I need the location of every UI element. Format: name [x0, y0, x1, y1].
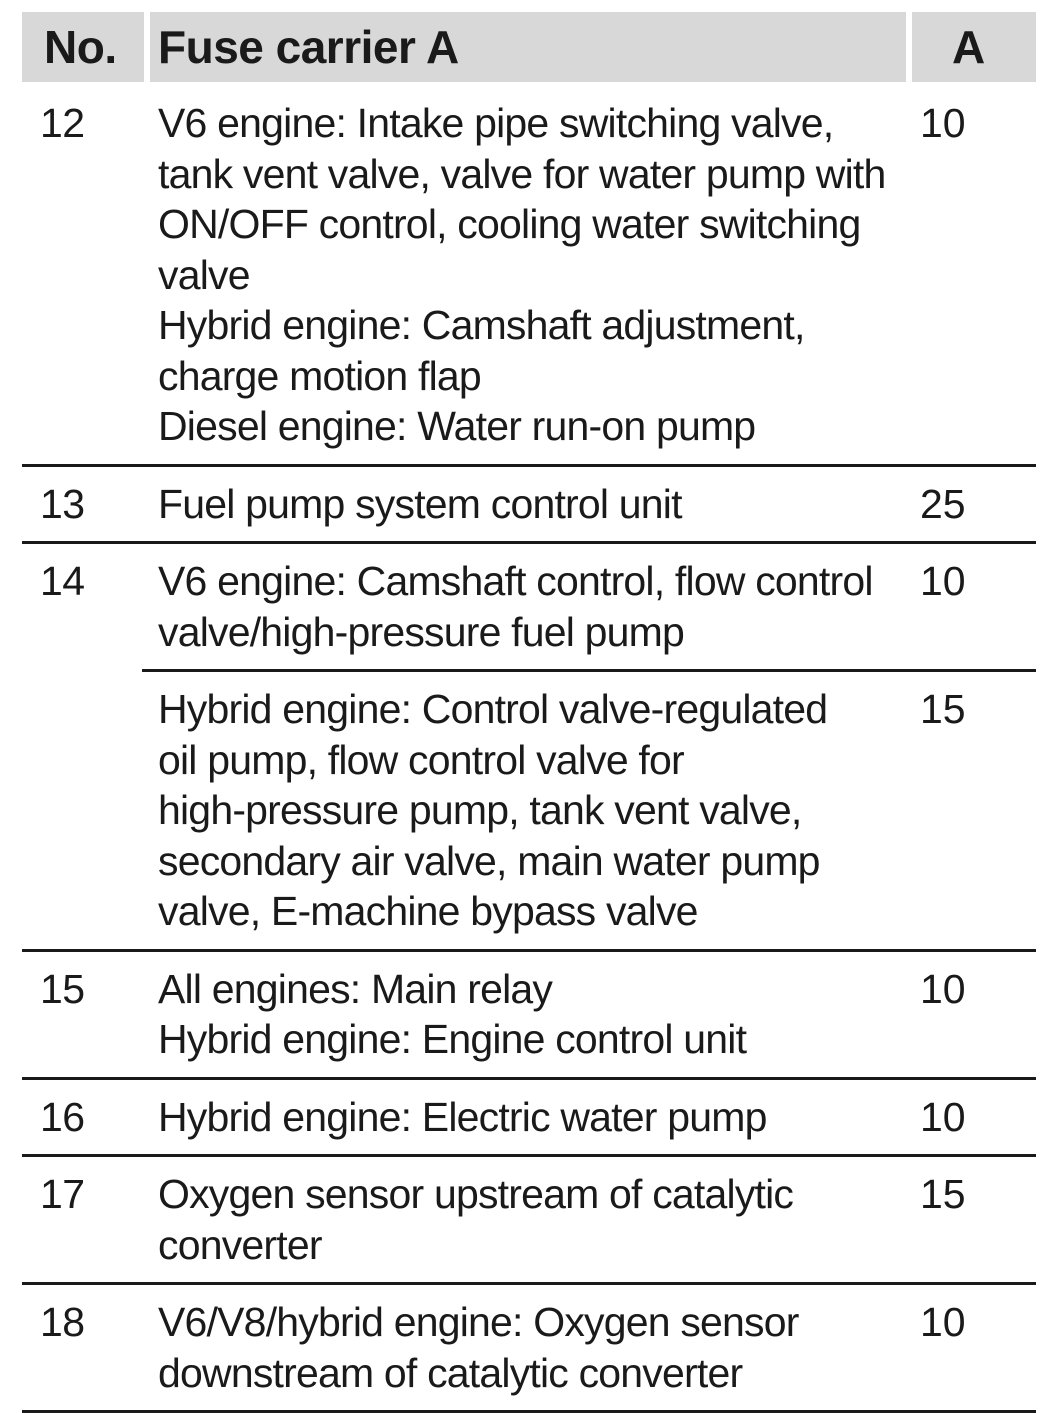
column-header-no: No. [44, 21, 117, 73]
table-row [22, 467, 1036, 545]
table-subrow [142, 544, 1036, 672]
header-divider [144, 12, 150, 82]
fuse-number: 17 [40, 1171, 85, 1217]
fuse-description: V6/V8/hybrid engine: Oxygen sensor downstream of catalytic converter [158, 1299, 799, 1396]
fuse-amperage: 10 [920, 1299, 966, 1345]
fuse-number: 18 [40, 1299, 85, 1345]
column-header-fuse-carrier: Fuse carrier A [158, 21, 459, 73]
fuse-amperage: 15 [920, 1171, 966, 1217]
table-header [22, 12, 1036, 86]
fuse-table [22, 12, 1036, 1413]
fuse-amperage: 10 [920, 965, 966, 1012]
table-row [22, 544, 1036, 952]
table-subrow [22, 672, 1036, 949]
fuse-amperage: 10 [920, 100, 966, 146]
fuse-amperage: 15 [920, 686, 966, 732]
fuse-amperage: 25 [920, 480, 966, 527]
fuse-description: V6 engine: Intake pipe switching valve, tank vent valve, valve for water pump with ON/OFF control, cooling water switching valve Hybrid engine: Camshaft adjustment, charge motion flap Diesel engine: Water run-on pump [158, 100, 886, 449]
table-row [22, 86, 1036, 467]
fuse-amperage: 10 [920, 558, 966, 604]
table-row [22, 1080, 1036, 1158]
fuse-description: Oxygen sensor upstream of catalytic converter [158, 1171, 794, 1268]
fuse-description: V6 engine: Camshaft control, flow control valve/high-pressure fuel pump [158, 558, 873, 655]
table-row [22, 1157, 1036, 1285]
fuse-description: Hybrid engine: Electric water pump [158, 1093, 767, 1140]
column-header-amps: A [952, 21, 985, 73]
table-row [22, 952, 1036, 1080]
fuse-number: 15 [40, 965, 85, 1012]
fuse-amperage: 10 [920, 1093, 966, 1140]
table-row [22, 1285, 1036, 1413]
fuse-description: All engines: Main relay Hybrid engine: Engine control unit [158, 965, 747, 1062]
fuse-number: 16 [40, 1093, 85, 1140]
fuse-description: Hybrid engine: Control valve-regulated oil pump, flow control valve for high-pressure pump, tank vent valve, secondary air valve, main water pump valve, E-machine bypass valve [158, 686, 828, 934]
fuse-number: 13 [40, 480, 85, 527]
fuse-description: Fuel pump system control unit [158, 480, 682, 527]
fuse-number: 14 [40, 558, 85, 604]
header-divider [906, 12, 912, 82]
fuse-number: 12 [40, 100, 85, 146]
